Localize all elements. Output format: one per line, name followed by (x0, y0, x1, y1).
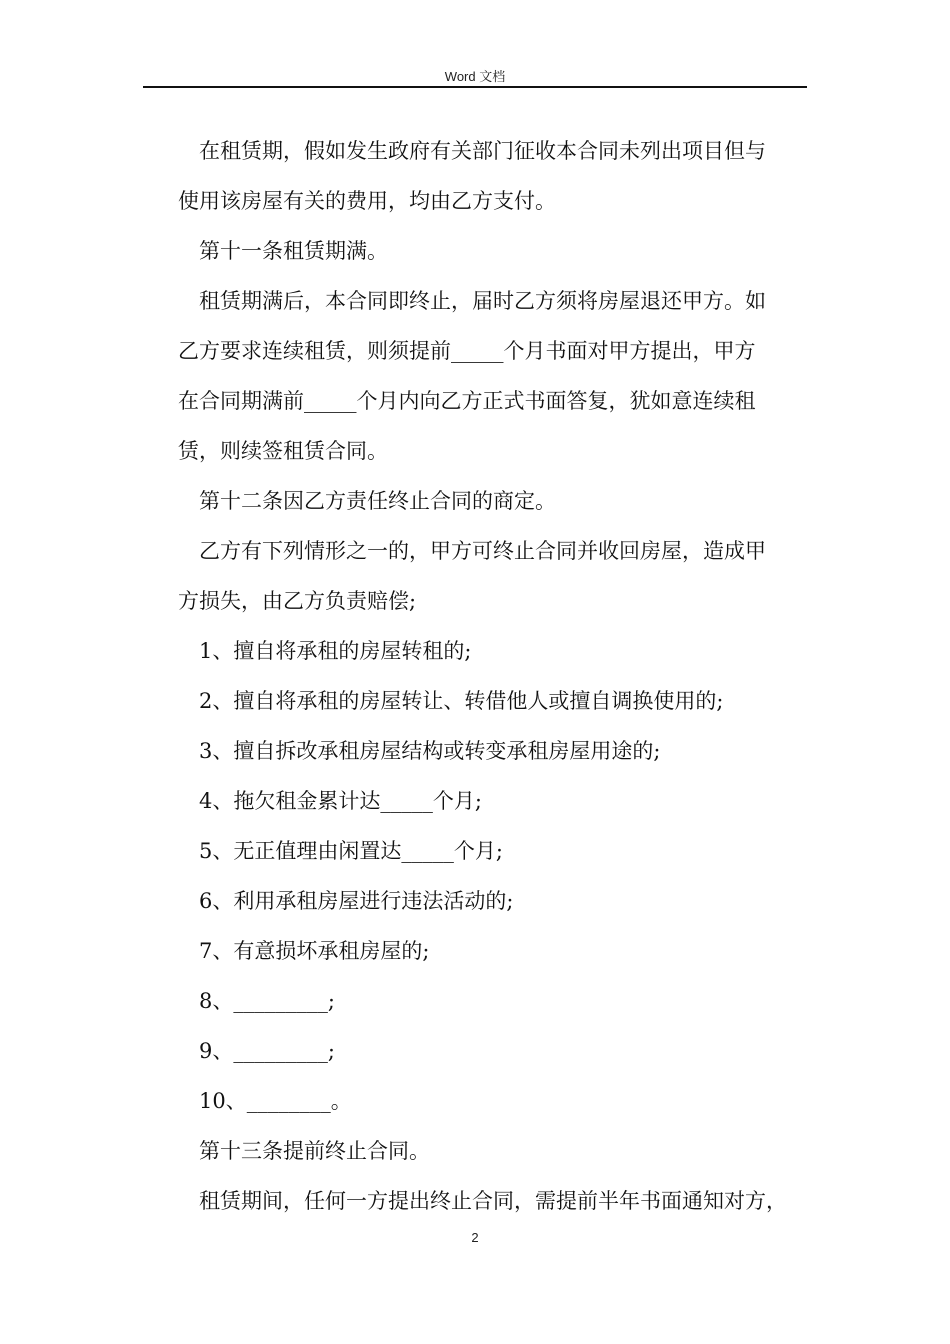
paragraph-line: 方损失，由乙方负责赔偿; (178, 589, 417, 613)
article-heading: 第十二条因乙方责任终止合同的商定。 (199, 489, 556, 513)
list-item: 4、拖欠租金累计达_____个月; (199, 789, 482, 813)
header-divider (143, 86, 807, 88)
paragraph-line: 使用该房屋有关的费用，均由乙方支付。 (178, 189, 556, 213)
document-body (178, 126, 810, 1226)
list-item: 8、_________; (199, 989, 335, 1013)
list-item: 10、________。 (199, 1089, 352, 1113)
list-item: 5、无正值理由闲置达_____个月; (199, 839, 503, 863)
paragraph-line: 赁，则续签租赁合同。 (178, 439, 388, 463)
list-item: 6、利用承租房屋进行违法活动的; (199, 889, 514, 913)
article-heading: 第十一条租赁期满。 (199, 239, 388, 263)
paragraph-line: 在合同期满前_____个月内向乙方正式书面答复，犹如意连续租 (178, 389, 756, 413)
list-item: 3、擅自拆改承租房屋结构或转变承租房屋用途的; (199, 739, 661, 763)
page-number: 2 (471, 1230, 479, 1245)
paragraph-line: 乙方要求连续租赁，则须提前_____个月书面对甲方提出，甲方 (178, 339, 756, 363)
paragraph-line: 租赁期满后，本合同即终止，届时乙方须将房屋退还甲方。如 (199, 289, 766, 313)
paragraph-line: 租赁期间，任何一方提出终止合同，需提前半年书面通知对方， (199, 1189, 787, 1213)
paragraph-line: 乙方有下列情形之一的，甲方可终止合同并收回房屋，造成甲 (199, 539, 766, 563)
list-item: 1、擅自将承租的房屋转租的; (199, 639, 472, 663)
list-item: 2、擅自将承租的房屋转让、转借他人或擅自调换使用的; (199, 689, 724, 713)
paragraph-line: 在租赁期，假如发生政府有关部门征收本合同未列出项目但与 (199, 139, 766, 163)
list-item: 7、有意损坏承租房屋的; (199, 939, 430, 963)
article-heading: 第十三条提前终止合同。 (199, 1139, 430, 1163)
page-header: Word 文档 (444, 69, 506, 84)
list-item: 9、_________; (199, 1039, 335, 1063)
